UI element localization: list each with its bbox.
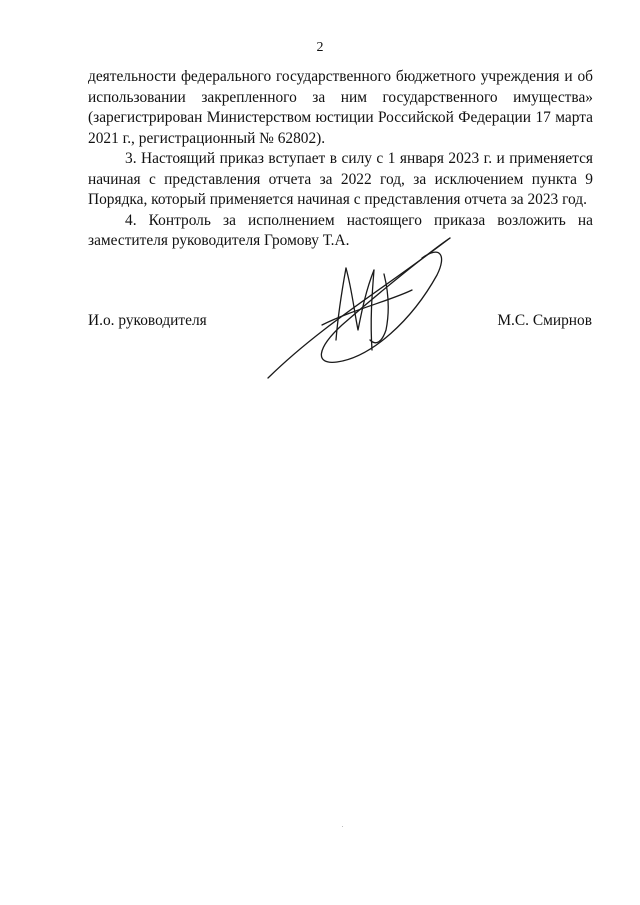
handwritten-signature-icon — [262, 230, 462, 385]
paragraph-item-3: 3. Настоящий приказ вступает в силу с 1 января 2023 г. и применяется начиная с представления отчета за 2022 год, за исключением пункта 9 Порядка, который применяется начиная с представления отчета за 2023 год. — [88, 150, 593, 208]
signature-letter-stroke-2 — [346, 268, 374, 330]
signature-cross-stroke — [322, 290, 412, 325]
paragraph-item-4: 4. Контроль за исполнением настоящего приказа возложить на заместителя руководителя Громову Т.А. — [88, 211, 593, 249]
document-body — [88, 67, 593, 252]
signatory-title: И.о. руководителя — [88, 312, 207, 329]
scan-artifact — [342, 826, 343, 827]
signature-letter-stroke-3 — [371, 270, 374, 350]
signature-letter-stroke-1 — [336, 268, 346, 340]
page-number: 2 — [316, 40, 324, 55]
paragraph-continuation: деятельности федерального государственного бюджетного учреждения и об использовании закрепленного за ним государственного имущества» (зарегистрирован Министерством юстиции Российской Федерации 17 марта 2021 г., регистрационный № 62802). — [88, 68, 593, 147]
signatory-name: М.С. Смирнов — [497, 312, 592, 329]
